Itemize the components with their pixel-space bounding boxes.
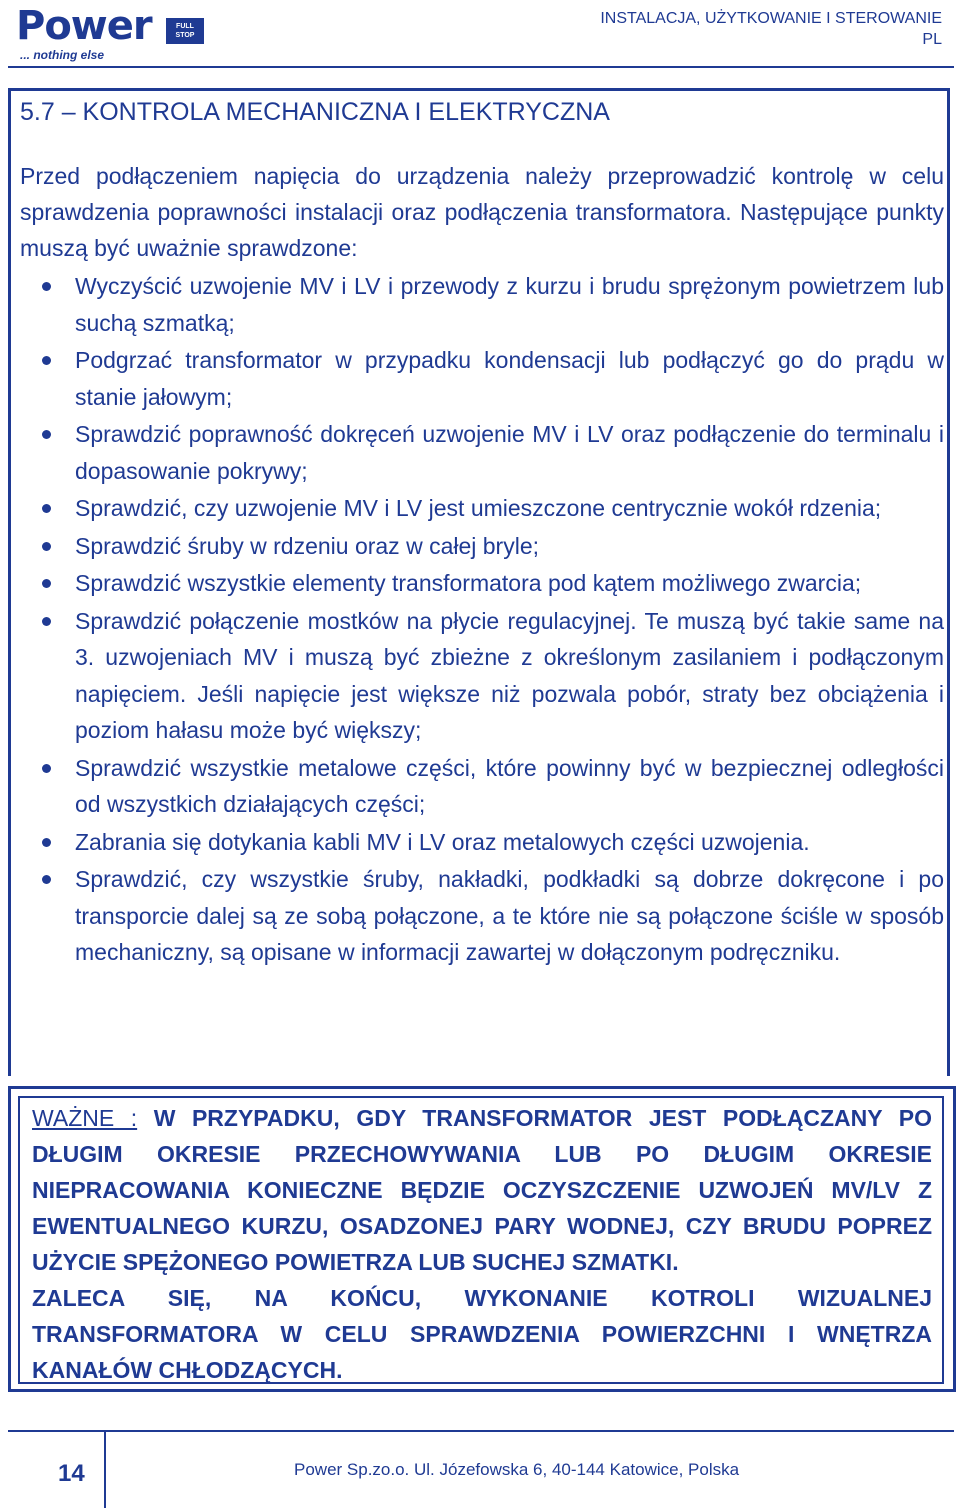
bullet-icon <box>42 764 51 773</box>
list-item: Wyczyścić uzwojenie MV i LV i przewody z kurzu i brudu sprężonym powietrzem lub suchą szmatką; <box>20 268 944 341</box>
list-item: Sprawdzić poprawność dokręceń uzwojenie MV i LV oraz podłączenie do terminalu i dopasowanie pokrywy; <box>20 416 944 489</box>
page-header <box>0 0 960 70</box>
list-item: Sprawdzić śruby w rdzeniu oraz w całej bryle; <box>20 528 944 565</box>
list-item: Podgrzać transformator w przypadku kondensacji lub podłączyć go do prądu w stanie jałowym; <box>20 342 944 415</box>
list-item: Sprawdzić, czy uzwojenie MV i LV jest umieszczone centrycznie wokół rdzenia; <box>20 490 944 527</box>
header-divider <box>8 66 954 68</box>
checklist <box>20 268 944 972</box>
bullet-icon <box>42 875 51 884</box>
logo-wordmark: Power <box>16 3 152 49</box>
list-item: Sprawdzić połączenie mostków na płycie regulacyjnej. Te muszą być takie same na 3. uzwojeniach MV i muszą być zbieżne z określonym zasilaniem i podłączonym napięciem. Jeśli napięcie jest większe niż pozwala pobór, straty bez obciążenia i poziom hałasu może być większy; <box>20 603 944 749</box>
notice-text <box>32 1100 932 1388</box>
footer-address: Power Sp.zo.o. Ul. Józefowska 6, 40-144 Katowice, Polska <box>294 1460 740 1479</box>
bullet-icon <box>42 838 51 847</box>
bullet-icon <box>42 430 51 439</box>
notice-label: WAŻNE : <box>32 1105 138 1131</box>
list-item: Sprawdzić, czy wszystkie śruby, nakładki, podkładki są dobrze dokręcone i po transporcie dalej są ze sobą połączone, a te które nie są połączone ściśle w sposób mechaniczny, są opisane w informacji zawartej w dołączonym podręczniku. <box>20 861 944 971</box>
notice-paragraph-2: ZALECA SIĘ, NA KOŃCU, WYKONANIE KOTROLI WIZUALNEJ TRANSFORMATORA W CELU SPRAWDZENIA POWIERZCHNI I WNĘTRZA KANAŁÓW CHŁODZĄCYCH. <box>32 1285 932 1383</box>
footer-vertical-divider <box>104 1432 106 1508</box>
bullet-icon <box>42 356 51 365</box>
section-title: 5.7 – KONTROLA MECHANICZNA I ELEKTRYCZNA <box>20 98 610 126</box>
list-item: Sprawdzić wszystkie metalowe części, które powinny być w bezpiecznej odległości od wszystkich działających części; <box>20 750 944 823</box>
company-logo <box>16 4 216 64</box>
page-number: 14 <box>58 1460 85 1487</box>
bullet-icon <box>42 504 51 513</box>
bullet-icon <box>42 579 51 588</box>
footer-divider <box>8 1430 954 1432</box>
list-item: Zabrania się dotykania kabli MV i LV oraz metalowych części uzwojenia. <box>20 824 944 861</box>
bullet-icon <box>42 617 51 626</box>
header-title: INSTALACJA, UŻYTKOWANIE I STEROWANIE <box>600 10 942 27</box>
bullet-icon <box>42 542 51 551</box>
logo-badge <box>166 18 204 44</box>
bullet-icon <box>42 282 51 291</box>
list-item: Sprawdzić wszystkie elementy transformatora pod kątem możliwego zwarcia; <box>20 565 944 602</box>
intro-paragraph: Przed podłączeniem napięcia do urządzenia należy przeprowadzić kontrolę w celu sprawdzenia poprawności instalacji oraz podłączenia transformatora. Następujące punkty muszą być uważnie sprawdzone: <box>20 163 944 261</box>
logo-badge-line1: FULL <box>176 23 194 30</box>
logo-badge-line2: STOP <box>175 32 195 39</box>
header-language: PL <box>922 31 942 48</box>
logo-tagline: ... nothing else <box>20 48 105 62</box>
notice-paragraph-1: W PRZYPADKU, GDY TRANSFORMATOR JEST PODŁĄCZANY PO DŁUGIM OKRESIE PRZECHOWYWANIA LUB PO DŁUGIM OKRESIE NIEPRACOWANIA KONIECZNE BĘDZIE OCZYSZCZENIE UZWOJEŃ MV/LV Z EWENTUALNEGO KURZU, OSADZONEJ PARY WODNEJ, CZY BRUDU POPREZ UŻYCIE SPĘŻONEGO POWIETRZA LUB SUCHEJ SZMATKI. <box>32 1105 932 1275</box>
